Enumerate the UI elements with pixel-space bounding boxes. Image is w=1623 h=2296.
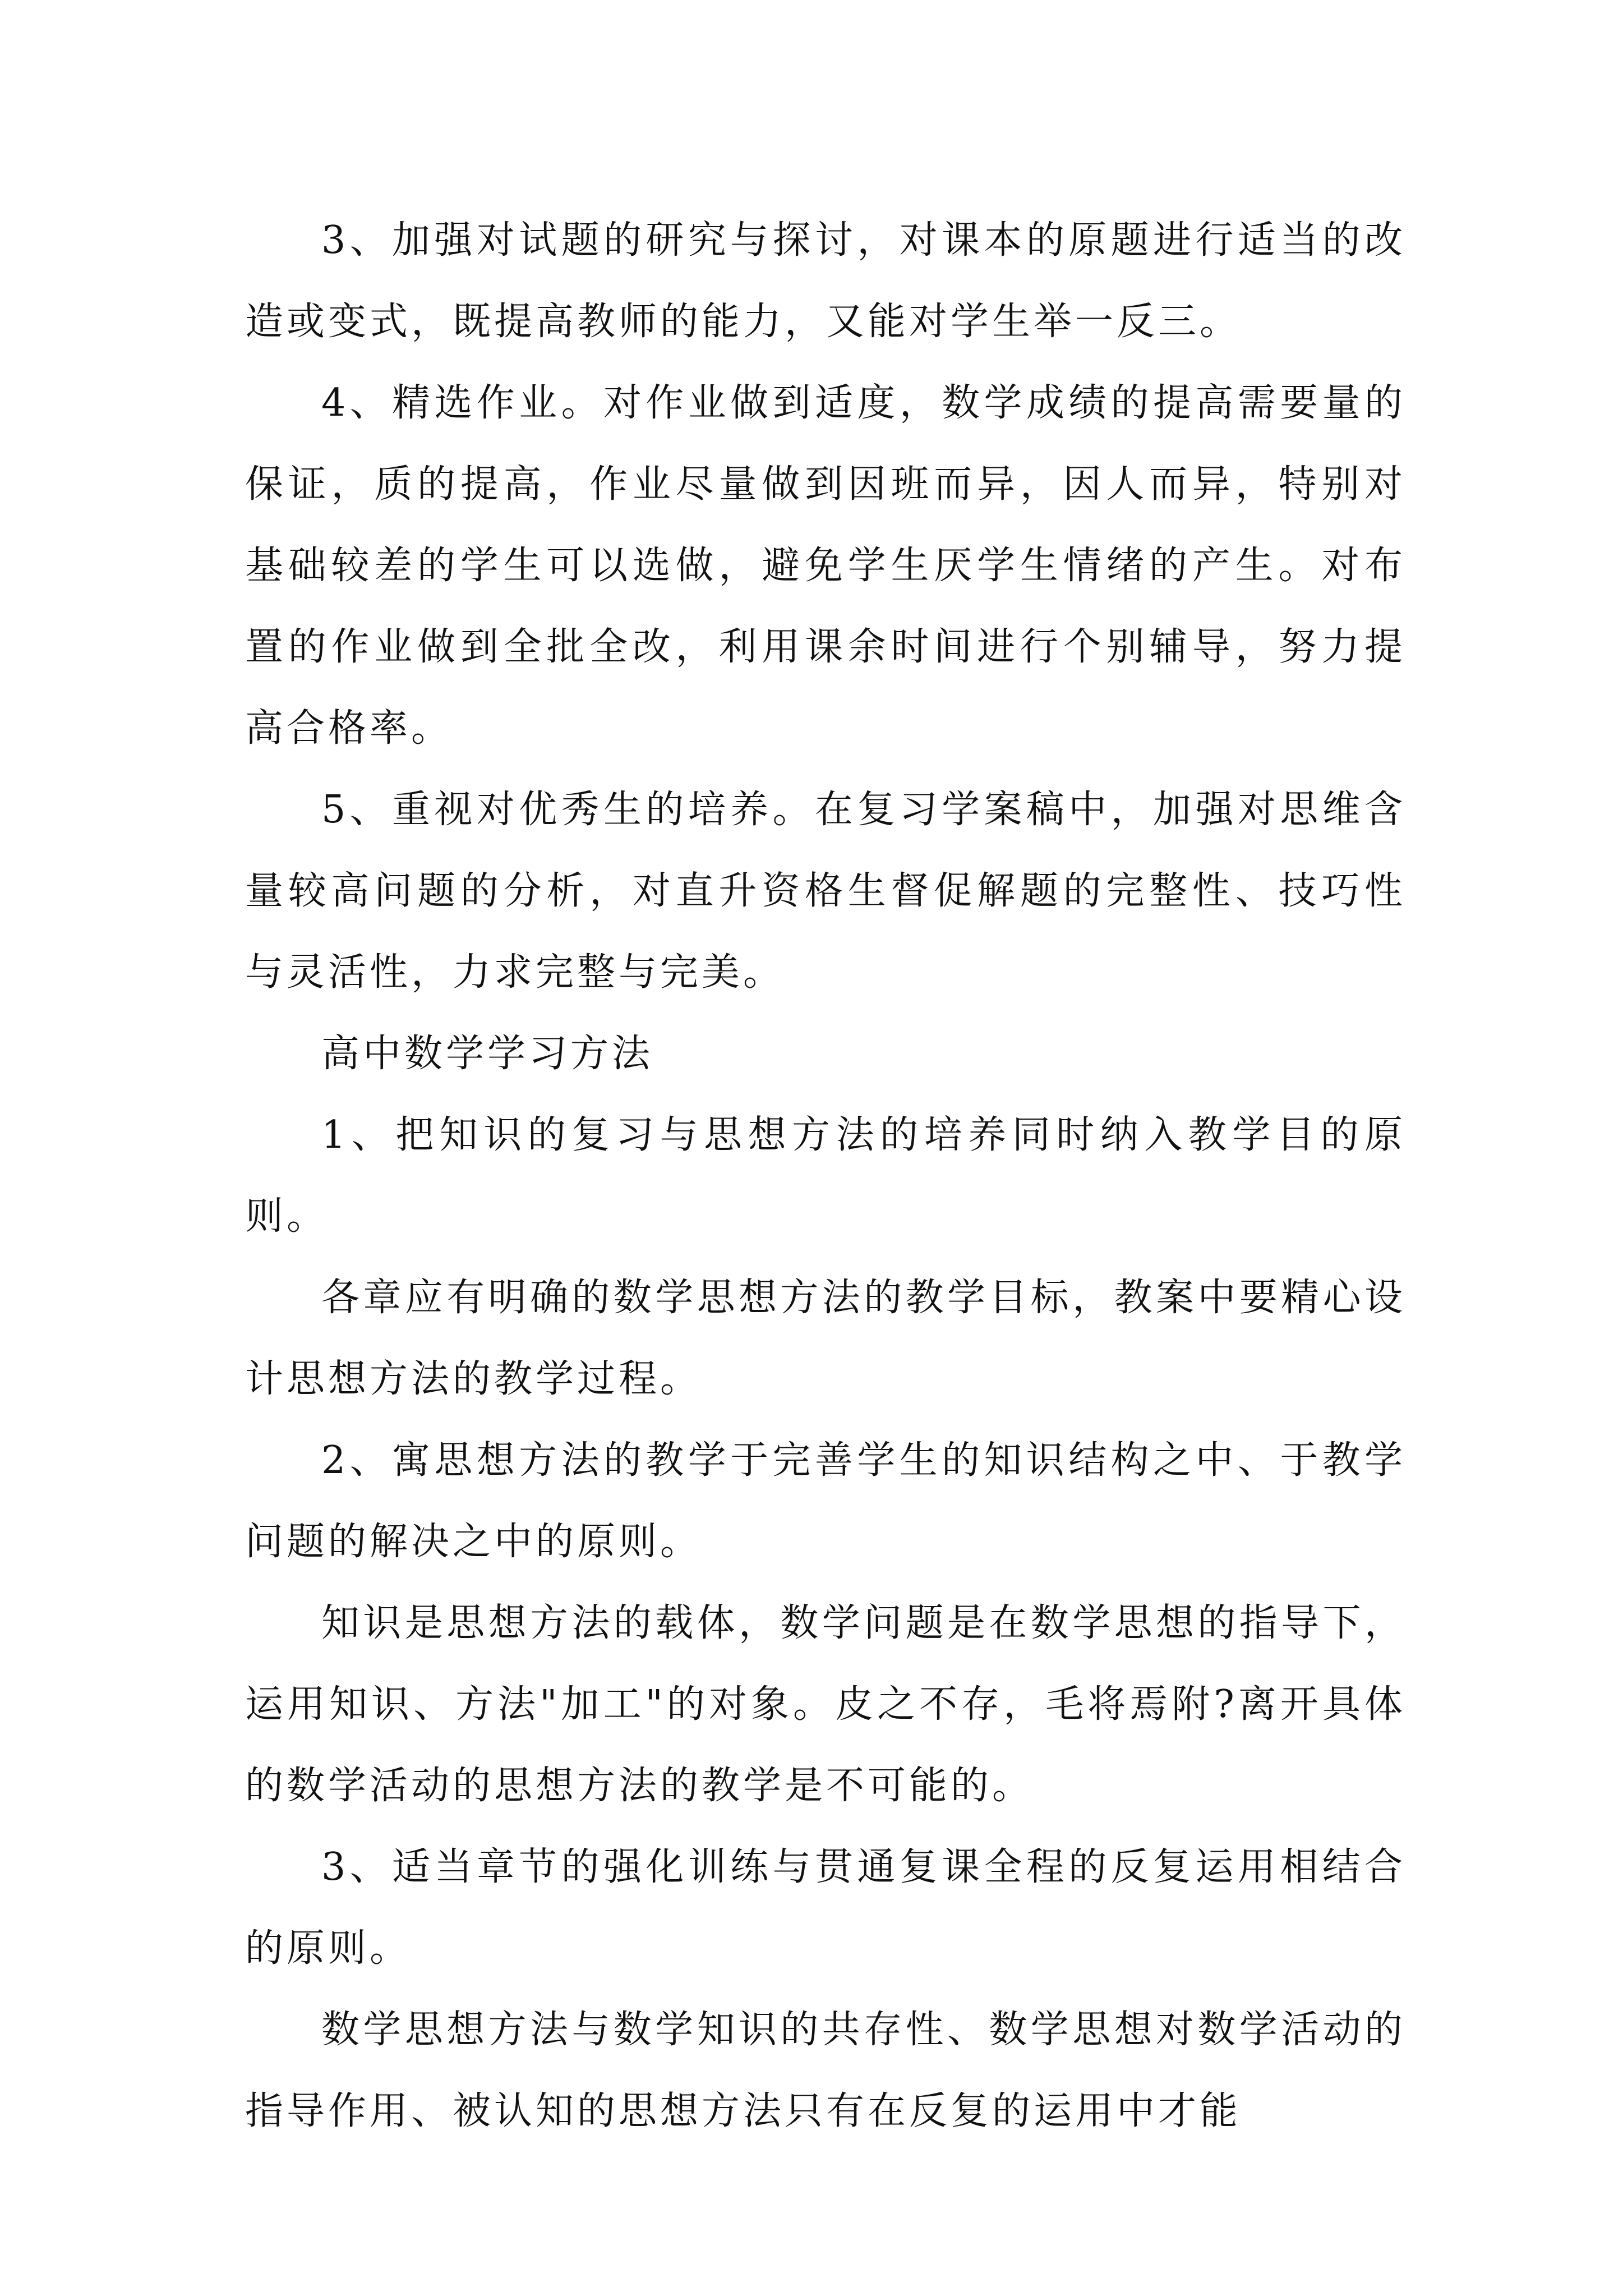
paragraph-item-4-homework: 4、精选作业。对作业做到适度，数学成绩的提高需要量的保证，质的提高，作业尽量做到因班而异，因人而异，特别对基础较差的学生可以选做，避免学生厌学生情绪的产生。对布置的作业做到全批全改，利用课余时间进行个别辅导，努力提高合格率。 <box>245 381 1406 751</box>
document-body <box>245 200 1406 2152</box>
paragraph-principle-2-detail: 知识是思想方法的载体，数学问题是在数学思想的指导下，运用知识、方法"加工"的对象。皮之不存，毛将焉附?离开具体的数学活动的思想方法的教学是不可能的。 <box>245 1601 1406 1808</box>
section-heading: 高中数学学习方法 <box>321 1032 654 1076</box>
paragraph-item-5-top-students: 5、重视对优秀生的培养。在复习学案稿中，加强对思维含量较高问题的分析，对直升资格生督促解题的完整性、技巧性与灵活性，力求完整与完美。 <box>245 788 1406 995</box>
paragraph-item-3-test-research: 3、加强对试题的研究与探讨，对课本的原题进行适当的改造或变式，既提高教师的能力，又能对学生举一反三。 <box>245 218 1406 344</box>
paragraph-principle-1: 1、把知识的复习与思想方法的培养同时纳入教学目的原则。 <box>245 1113 1406 1239</box>
paragraph-principle-1-detail: 各章应有明确的数学思想方法的教学目标，教案中要精心设计思想方法的教学过程。 <box>245 1276 1406 1401</box>
paragraph-principle-3-detail: 数学思想方法与数学知识的共存性、数学思想对数学活动的指导作用、被认知的思想方法只有在反复的运用中才能 <box>245 2008 1406 2133</box>
paragraph-principle-2: 2、寓思想方法的教学于完善学生的知识结构之中、于教学问题的解决之中的原则。 <box>245 1438 1406 1564</box>
paragraph-principle-3: 3、适当章节的强化训练与贯通复课全程的反复运用相结合的原则。 <box>245 1845 1406 1971</box>
